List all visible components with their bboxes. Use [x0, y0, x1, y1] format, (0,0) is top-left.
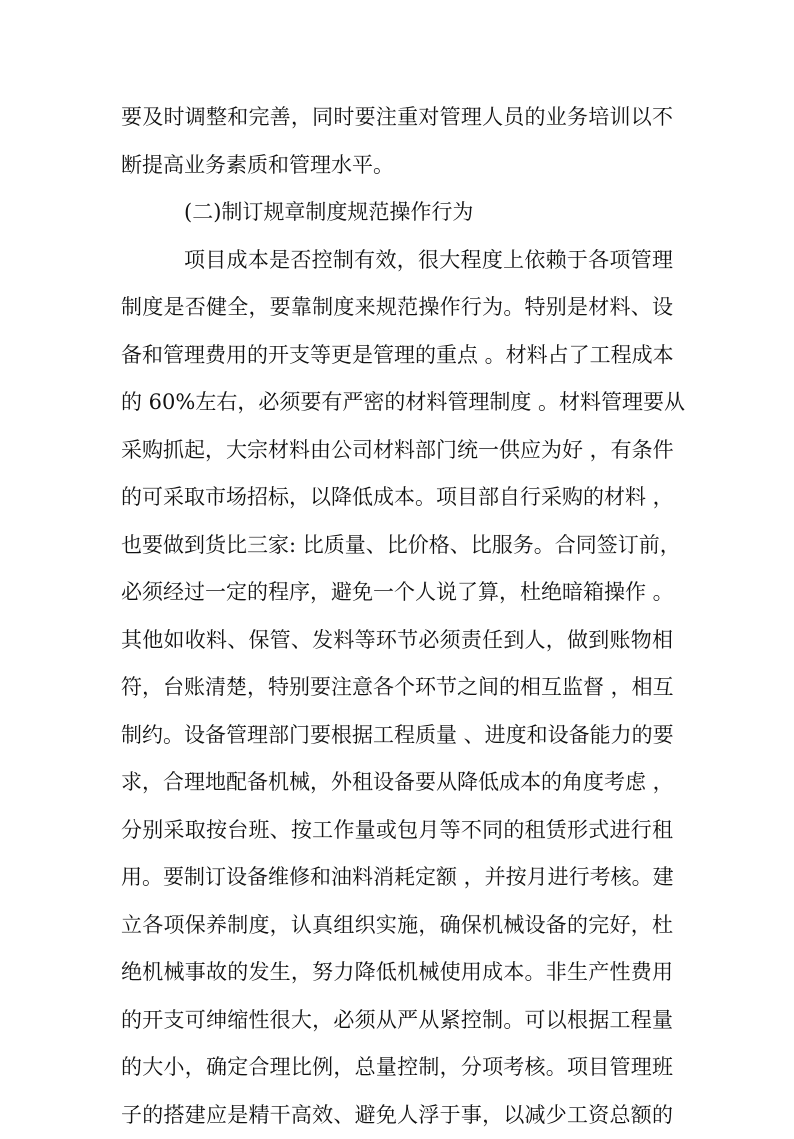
- text-line: 制约。设备管理部门要根据工程质量 、进度和设备能力的要: [121, 712, 673, 760]
- text-line: 制度是否健全，要靠制度来规范操作行为。特别是材料、设: [121, 284, 673, 332]
- text-line: 绝机械事故的发生，努力降低机械使用成本。非生产性费用: [121, 949, 673, 997]
- text-line: 必须经过一定的程序，避免一个人说了算，杜绝暗箱操作 。: [121, 569, 673, 617]
- text-line: 也要做到货比三家: 比质量、比价格、比服务。合同签订前，: [121, 522, 673, 570]
- text-line: 立各项保养制度，认真组织实施，确保机械设备的完好，杜: [121, 902, 673, 950]
- text-line: 子的搭建应是精干高效、避免人浮于事，以减少工资总额的: [121, 1092, 673, 1139]
- text-line: 要及时调整和完善，同时要注重对管理人员的业务培训以不: [121, 94, 673, 142]
- text-line: 备和管理费用的开支等更是管理的重点 。材料占了工程成本: [121, 332, 673, 380]
- text-line: 断提高业务素质和管理水平。: [121, 142, 673, 190]
- section-heading: (二)制订规章制度规范操作行为: [121, 189, 673, 237]
- text-line: 分别采取按台班、按工作量或包月等不同的租赁形式进行租: [121, 807, 673, 855]
- text-line: 求，合理地配备机械，外租设备要从降低成本的角度考虑 ，: [121, 759, 673, 807]
- body-text: [121, 94, 673, 1139]
- text-line: 用。要制订设备维修和油料消耗定额 ，并按月进行考核。建: [121, 854, 673, 902]
- text-line: 的大小，确定合理比例，总量控制，分项考核。项目管理班: [121, 1044, 673, 1092]
- text-line: 采购抓起，大宗材料由公司材料部门统一供应为好 ，有条件: [121, 427, 673, 475]
- text-line: 的 60%左右，必须要有严密的材料管理制度 。材料管理要从: [121, 379, 673, 427]
- text-line: 项目成本是否控制有效，很大程度上依赖于各项管理: [121, 237, 673, 285]
- text-line: 的可采取市场招标，以降低成本。项目部自行采购的材料 ，: [121, 474, 673, 522]
- text-line: 其他如收料、保管、发料等环节必须责任到人，做到账物相: [121, 617, 673, 665]
- text-line: 符，台账清楚，特别要注意各个环节之间的相互监督 ，相互: [121, 664, 673, 712]
- text-line: 的开支可绅缩性很大，必须从严从紧控制。可以根据工程量: [121, 997, 673, 1045]
